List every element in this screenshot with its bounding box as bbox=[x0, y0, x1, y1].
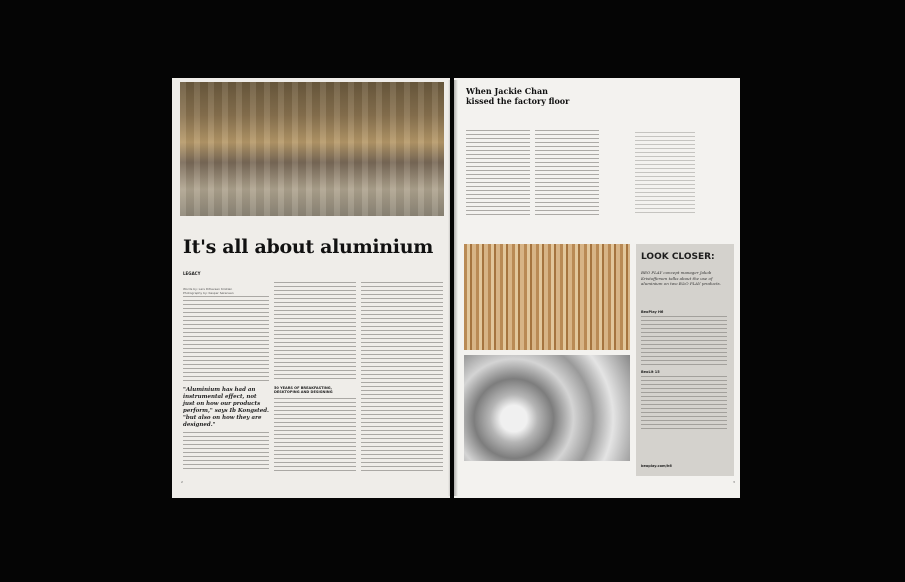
sidebar-item-2: BeoLit 15 bbox=[641, 370, 660, 374]
article-title: It's all about aluminium bbox=[183, 236, 434, 258]
body-column-3 bbox=[361, 282, 443, 472]
sidebar-text-1 bbox=[641, 316, 727, 366]
body-column-2b bbox=[274, 398, 356, 472]
byline-words: Words by: Lars Ditlevsen Kristian bbox=[183, 287, 233, 291]
copper-tubes-photo bbox=[464, 244, 630, 350]
page-number-left: 2 bbox=[181, 480, 183, 484]
pull-quote: "Aluminium has had an instrumental effect, not just on how our products perform," says Ib Kongsted. "but also on how they are designed." bbox=[183, 387, 269, 428]
sidebar-intro: BEO PLAY concept manager Jakob Kristoffersen talks about the use of aluminium on two B&O PLAY products. bbox=[641, 270, 722, 286]
right-article-title: When Jackie Chan kissed the factory floor bbox=[466, 86, 570, 106]
section-tag: LEGACY bbox=[183, 271, 201, 276]
sidebar-link: beoplay.com/h6 bbox=[641, 464, 672, 468]
body-column-1a bbox=[183, 296, 269, 382]
right-column-1 bbox=[466, 130, 530, 216]
right-column-2 bbox=[535, 130, 599, 216]
factory-photo bbox=[180, 82, 444, 216]
sidebar-heading: LOOK CLOSER: bbox=[641, 252, 715, 262]
column-subhead: 50 YEARS OF BREAKFASTING, DESKTOPING AND DESIGNING bbox=[274, 386, 333, 394]
sidebar-text-2 bbox=[641, 376, 727, 430]
right-caption-column bbox=[635, 132, 695, 216]
body-column-1b bbox=[183, 432, 269, 472]
aluminium-parts-photo bbox=[464, 355, 630, 461]
byline bbox=[183, 287, 271, 295]
spread-fold bbox=[448, 80, 458, 496]
byline-photo: Photography by: Kasper Sørensen bbox=[183, 291, 234, 295]
body-column-2a bbox=[274, 282, 356, 382]
page-number-right: 3 bbox=[733, 480, 735, 484]
sidebar-item-1: BeoPlay H6 bbox=[641, 310, 664, 314]
